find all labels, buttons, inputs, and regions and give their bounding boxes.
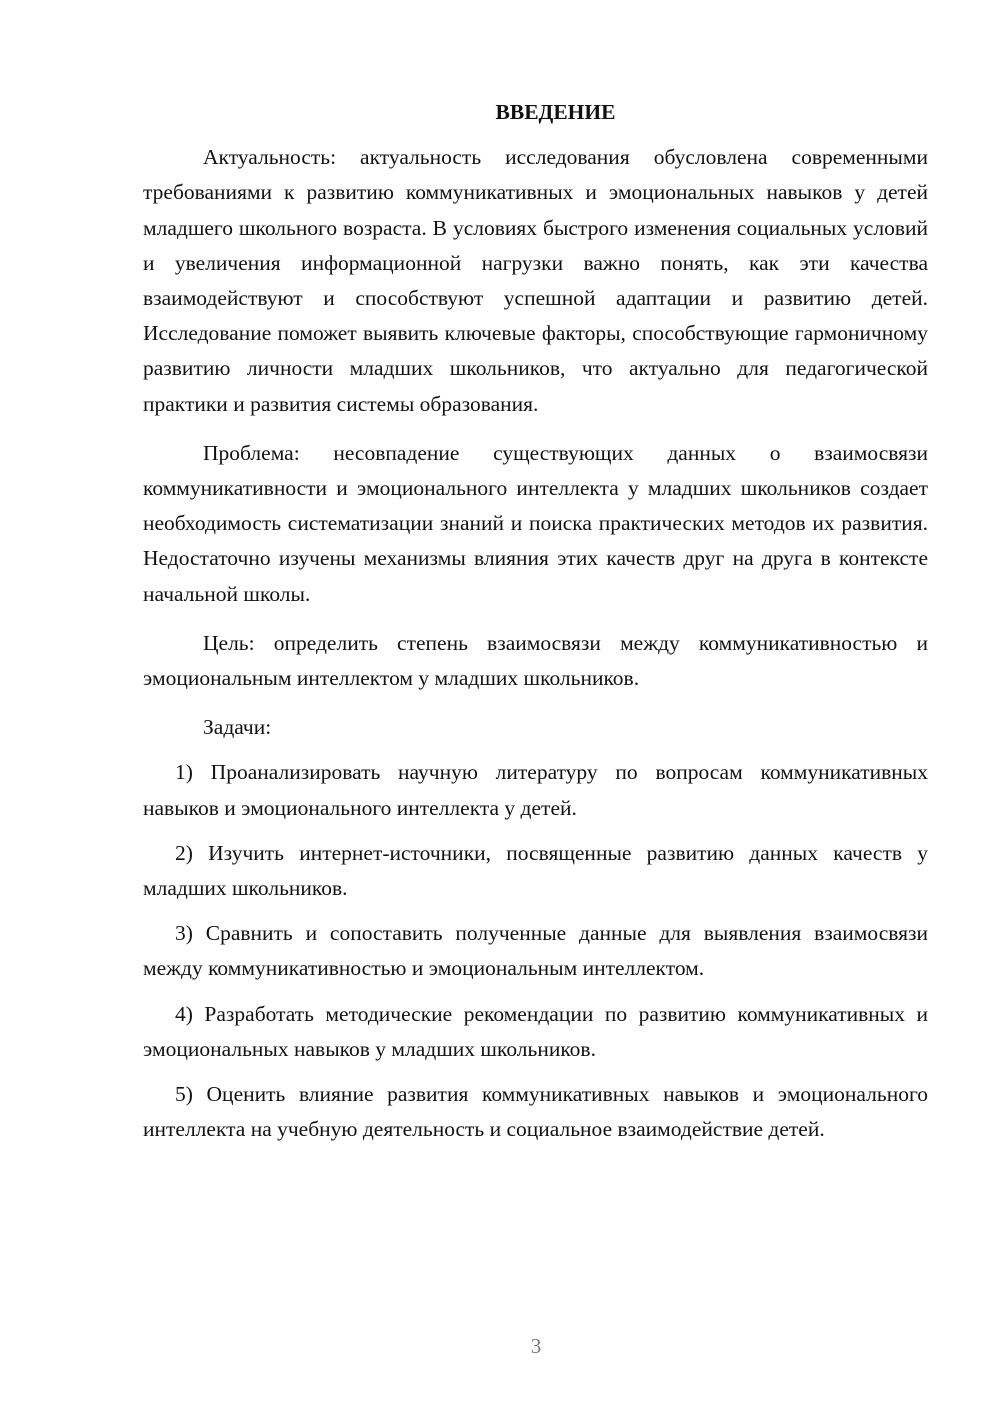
task-item: 2) Изучить интернет-источники, посвященные развитию данных качеств у младших школьников. xyxy=(143,840,928,901)
task-item: 1) Проанализировать научную литературу по вопросам коммуникативных навыков и эмоционального интеллекта у детей. xyxy=(143,760,928,820)
problem-paragraph: Проблема: несовпадение существующих данных о взаимосвязи коммуникативности и эмоционального интеллекта у младших школьников создает необходимость систематизации знаний и поиска практических методов их развития. Недостаточно изучены механизмы влияния этих качеств друг на друга в контексте начальной школы. xyxy=(143,440,928,606)
section-title: ВВЕДЕНИЕ xyxy=(495,100,616,124)
page-number: 3 xyxy=(530,1334,542,1358)
page-content xyxy=(143,95,928,1147)
relevance-paragraph: Актуальность: актуальность исследования обусловлена современными требованиями к развитию коммуникативных и эмоциональных навыков у детей младшего школьного возраста. В условиях быстрого изменения социальных условий и увеличения информационной нагрузки важно понять, как эти качества взаимодействуют и способствуют успешной адаптации и развитию детей. Исследование поможет выявить ключевые факторы, способствующие гармоничному развитию личности младших школьников, что актуально для педагогической практики и развития системы образования. xyxy=(143,145,928,416)
tasks-heading: Задачи: xyxy=(203,715,272,740)
task-item: 4) Разработать методические рекомендации по развитию коммуникативных и эмоциональных навыков у младших школьников. xyxy=(143,1001,928,1061)
task-item: 5) Оценить влияние развития коммуникативных навыков и эмоционального интеллекта на учебную деятельность и социальное взаимодействие детей. xyxy=(143,1082,928,1142)
tasks-list xyxy=(143,755,928,1147)
task-item: 3) Сравнить и сопоставить полученные данные для выявления взаимосвязи между коммуникативностью и эмоциональным интеллектом. xyxy=(143,921,928,981)
goal-paragraph: Цель: определить степень взаимосвязи между коммуникативностью и эмоциональным интеллектом у младших школьников. xyxy=(143,630,928,691)
